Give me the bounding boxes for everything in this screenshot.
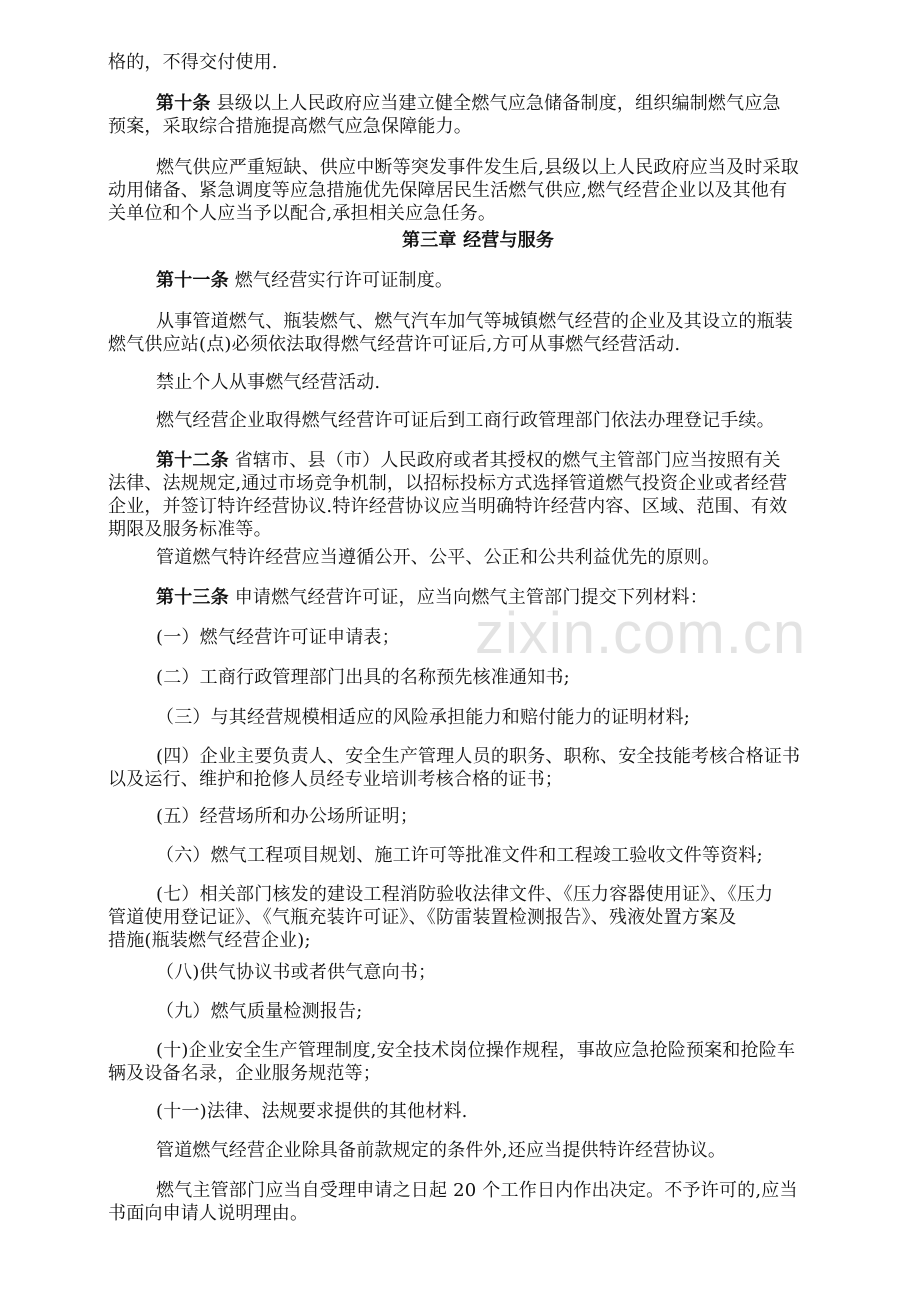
- list-item-4-line2: 以及运行、维护和抢修人员经专业培训考核合格的证书；: [108, 769, 563, 790]
- article-10-line2: 预案，采取综合措施提高燃气应急保障能力。: [108, 116, 472, 137]
- emergency-para-line2: 动用储备、紧急调度等应急措施优先保障居民生活燃气供应,燃气经营企业以及其他有: [108, 180, 788, 201]
- article-11-text: 燃气经营实行许可证制度。: [234, 270, 454, 291]
- ban-para: 禁止个人从事燃气经营活动.: [156, 372, 381, 393]
- article-12-line1: [156, 450, 781, 472]
- article-13-line: [156, 587, 708, 609]
- pipeline-para-line2: 燃气供应站(点)必须依法取得燃气经营许可证后,方可从事燃气经营活动.: [108, 334, 681, 355]
- list-item-2: (二）工商行政管理部门出具的名称预先核准通知书;: [156, 667, 570, 688]
- article-12-text1: 省辖市、县（市）人民政府或者其授权的燃气主管部门应当按照有关: [234, 450, 781, 471]
- article-13-text: 申请燃气经营许可证，应当向燃气主管部门提交下列材料：: [234, 587, 708, 608]
- list-item-7-line2: 管道使用登记证》、《气瓶充装许可证》、《防雷装置检测报告》、残液处置方案及: [108, 907, 737, 928]
- article-12-line3: 企业，并签订特许经营协议.特许经营协议应当明确特许经营内容、区域、范围、有效: [108, 496, 788, 517]
- watermark: zixin.com.cn: [475, 601, 807, 666]
- list-item-9: （九）燃气质量检测报告;: [156, 1001, 363, 1022]
- list-item-8: （八)供气协议书或者供气意向书；: [156, 962, 437, 983]
- article-13-label: 第十三条: [156, 587, 229, 608]
- pipeline-para-line1: 从事管道燃气、瓶装燃气、燃气汽车加气等城镇燃气经营的企业及其设立的瓶装: [156, 311, 793, 332]
- article-11-line: [156, 270, 453, 292]
- intro-line: 格的，不得交付使用.: [108, 52, 278, 73]
- article-12-line4: 期限及服务标准等。: [108, 519, 272, 540]
- list-item-5: (五）经营场所和办公场所证明；: [156, 806, 419, 827]
- article-10-text1: 县级以上人民政府应当建立健全燃气应急储备制度，组织编制燃气应急: [216, 93, 781, 114]
- article-10-line1: [156, 93, 781, 115]
- list-item-3: （三）与其经营规模相适应的风险承担能力和赔付能力的证明材料;: [156, 707, 691, 728]
- article-10-label: 第十条: [156, 93, 211, 114]
- list-item-10-line2: 辆及设备名录，企业服务规范等；: [108, 1063, 381, 1084]
- decision-para-line2: 书面向申请人说明理由。: [108, 1203, 309, 1224]
- list-item-6: （六）燃气工程项目规划、施工许可等批准文件和工程竣工验收文件等资料;: [156, 845, 763, 866]
- chapter-3-heading: 第三章 经营与服务: [402, 230, 555, 251]
- register-para: 燃气经营企业取得燃气经营许可证后到工商行政管理部门依法办理登记手续。: [156, 410, 775, 431]
- emergency-para-line3: 关单位和个人应当予以配合,承担相关应急任务。: [108, 203, 497, 224]
- list-item-7-line3: 措施(瓶装燃气经营企业);: [108, 930, 311, 951]
- article-12-line2: 法律、法规规定,通过市场竞争机制，以招标投标方式选择管道燃气投资企业或者经营: [108, 473, 788, 494]
- list-item-10-line1: (十)企业安全生产管理制度,安全技术岗位操作规程，事故应急抢险预案和抢险车: [156, 1040, 796, 1061]
- emergency-para-line1: 燃气供应严重短缺、供应中断等突发事件发生后,县级以上人民政府应当及时采取: [156, 157, 799, 178]
- principle-para: 管道燃气特许经营应当遵循公开、公平、公正和公共利益优先的原则。: [156, 547, 721, 568]
- article-11-label: 第十一条: [156, 270, 229, 291]
- list-item-7-line1: (七）相关部门核发的建设工程消防验收法律文件、《压力容器使用证》、《压力: [156, 884, 774, 905]
- list-item-11: (十一)法律、法规要求提供的其他材料.: [156, 1101, 468, 1122]
- extra-para: 管道燃气经营企业除具备前款规定的条件外,还应当提供特许经营协议。: [156, 1140, 727, 1161]
- article-12-label: 第十二条: [156, 450, 229, 471]
- list-item-4-line1: (四）企业主要负责人、安全生产管理人员的职务、职称、安全技能考核合格证书: [156, 746, 801, 767]
- list-item-1: (一）燃气经营许可证申请表；: [156, 627, 400, 648]
- decision-para-line1: 燃气主管部门应当自受理申请之日起 20 个工作日内作出决定。不予许可的,应当: [156, 1180, 798, 1201]
